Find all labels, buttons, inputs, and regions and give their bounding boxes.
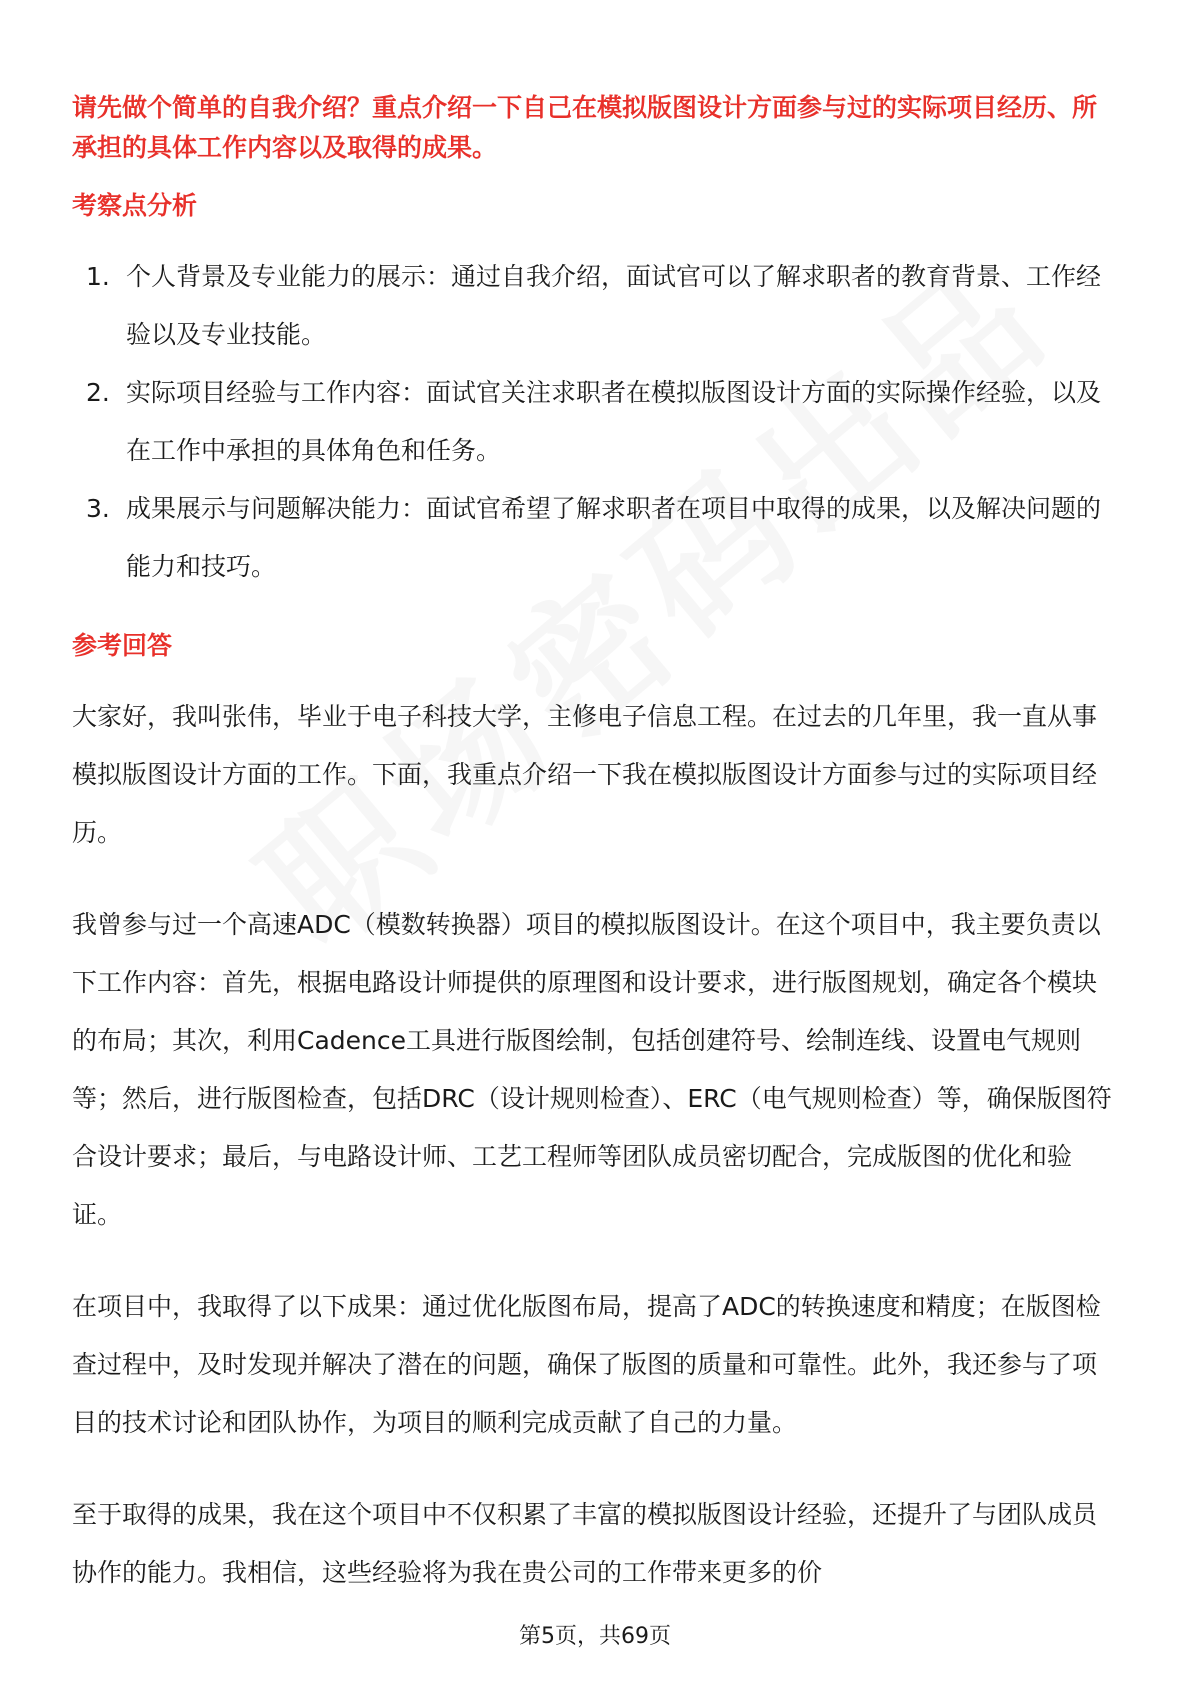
- list-item-text: 实际项目经验与工作内容：面试官关注求职者在模拟版图设计方面的实际操作经验，以及在工作中承担的具体角色和任务。: [126, 378, 1102, 465]
- list-item-text: 个人背景及专业能力的展示：通过自我介绍，面试官可以了解求职者的教育背景、工作经验以及专业技能。: [126, 262, 1102, 349]
- answer-paragraph: 我曾参与过一个高速ADC（模数转换器）项目的模拟版图设计。在这个项目中，我主要负责以下工作内容：首先，根据电路设计师提供的原理图和设计要求，进行版图规划，确定各个模块的布局；其次，利用Cadence工具进行版图绘制，包括创建符号、绘制连线、设置电气规则等；然后，进行版图检查，包括DRC（设计规则检查）、ERC（电气规则检查）等，确保版图符合设计要求；最后，与电路设计师、工艺工程师等团队成员密切配合，完成版图的优化和验证。: [72, 910, 1112, 1229]
- answer-paragraph: 在项目中，我取得了以下成果：通过优化版图布局，提高了ADC的转换速度和精度；在版图检查过程中，及时发现并解决了潜在的问题，确保了版图的质量和可靠性。此外，我还参与了项目的技术讨论和团队协作，为项目的顺利完成贡献了自己的力量。: [72, 1292, 1101, 1437]
- list-number: 3.: [86, 494, 110, 523]
- page-number: 第5页，共69页: [519, 1624, 671, 1649]
- list-number: 2.: [86, 378, 110, 407]
- analysis-list: [72, 248, 1120, 596]
- list-item-text: 成果展示与问题解决能力：面试官希望了解求职者在项目中取得的成果，以及解决问题的能力和技巧。: [126, 494, 1102, 581]
- answer-paragraph: 至于取得的成果，我在这个项目中不仅积累了丰富的模拟版图设计经验，还提升了与团队成员协作的能力。我相信，这些经验将为我在贵公司的工作带来更多的价: [72, 1500, 1098, 1587]
- answer-paragraph: 大家好，我叫张伟，毕业于电子科技大学，主修电子信息工程。在过去的几年里，我一直从事模拟版图设计方面的工作。下面，我重点介绍一下我在模拟版图设计方面参与过的实际项目经历。: [72, 702, 1098, 847]
- interview-question: 请先做个简单的自我介绍？重点介绍一下自己在模拟版图设计方面参与过的实际项目经历、所承担的具体工作内容以及取得的成果。: [72, 93, 1098, 162]
- answer-heading: 参考回答: [72, 631, 173, 660]
- page-content: [72, 88, 1120, 1602]
- list-number: 1.: [86, 262, 110, 291]
- list-item: [72, 480, 1120, 596]
- analysis-heading: 考察点分析: [72, 191, 198, 220]
- list-item: [72, 248, 1120, 364]
- list-item: [72, 364, 1120, 480]
